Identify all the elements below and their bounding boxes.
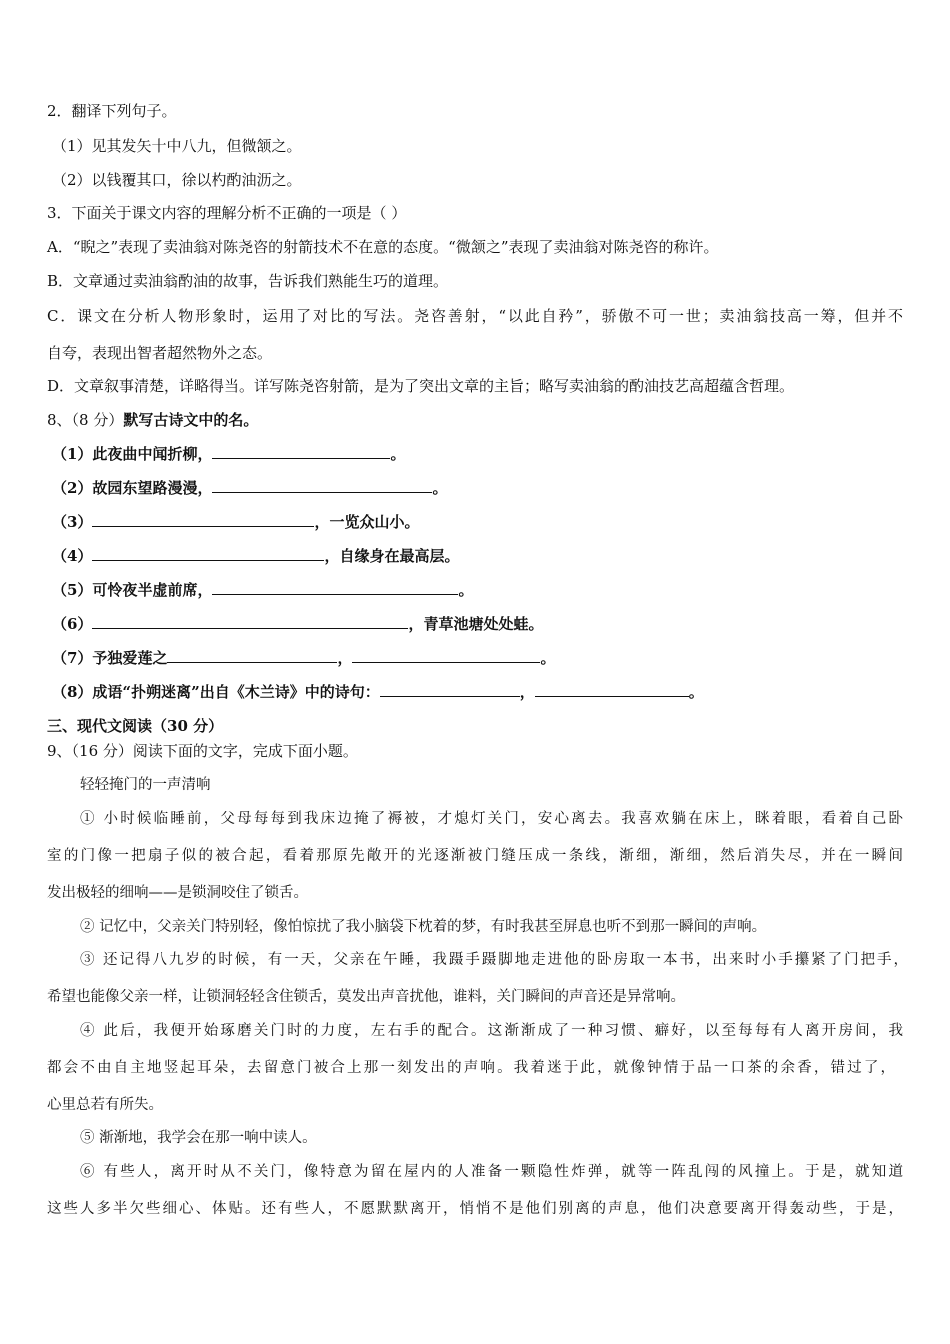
passage-p3-line2: 希望也能像父亲一样，让锁洞轻轻含住锁舌，莫发出声音扰他，谁料，关门瞬间的声音还是异常响。 <box>47 989 685 1005</box>
q8-score: 8、（8 分） <box>47 411 124 429</box>
answer-blank[interactable] <box>380 682 520 697</box>
q8-item-7-end: 。 <box>540 649 556 667</box>
q8-item-5 <box>52 580 473 600</box>
q8-item-7 <box>52 648 555 668</box>
q9-heading: 9、（16 分）阅读下面的文字，完成下面小题。 <box>47 742 358 760</box>
q8-item-2-text: （2）故园东望路漫漫， <box>52 479 213 497</box>
q8-item-7-text: （7）予独爱莲之 <box>52 649 168 667</box>
q8-item-6-text: ，青草池塘处处蛙。 <box>408 615 544 633</box>
q8-heading <box>47 410 258 430</box>
passage-p2: ② 记忆中，父亲关门特别轻，像怕惊扰了我小脑袋下枕着的梦，有时我甚至屏息也听不到那一瞬间的声响。 <box>80 919 767 935</box>
q3-stem: 3．下面关于课文内容的理解分析不正确的一项是（ ） <box>47 204 407 222</box>
q3-option-b: B．文章通过卖油翁酌油的故事，告诉我们熟能生巧的道理。 <box>47 272 449 290</box>
q8-item-2 <box>52 478 447 498</box>
q2-title: 2．翻译下列句子。 <box>47 102 177 120</box>
passage-p4-line1: ④ 此后，我便开始琢磨关门时的力度，左右手的配合。这渐渐成了一种习惯、癖好，以至每每有人离开房间，我 <box>80 1023 903 1039</box>
answer-blank[interactable] <box>352 648 540 663</box>
answer-blank[interactable] <box>167 648 337 663</box>
answer-blank[interactable] <box>535 682 689 697</box>
q8-item-3-text: ，一览众山小。 <box>314 513 420 531</box>
answer-blank[interactable] <box>92 546 324 561</box>
section-heading: 三、现代文阅读（30 分） <box>47 717 224 735</box>
q8-instruction: 默写古诗文中的名。 <box>123 411 259 429</box>
passage-p6-line1: ⑥ 有些人，离开时从不关门，像特意为留在屋内的人准备一颗隐性炸弹，就等一阵乱闯的风撞上。于是，就知道 <box>80 1164 903 1180</box>
q8-item-1 <box>52 444 405 464</box>
q8-item-1-text: （1）此夜曲中闻折柳， <box>52 445 213 463</box>
q8-item-3-num: （3） <box>52 513 93 531</box>
passage-p5: ⑤ 渐渐地，我学会在那一响中读人。 <box>80 1130 317 1146</box>
passage-p3-line1: ③ 还记得八九岁的时候，有一天，父亲在午睡，我蹑手蹑脚地走进他的卧房取一本书，出来时小手攥紧了门把手， <box>80 952 908 968</box>
q3-option-c-line2: 自夸，表现出智者超然物外之态。 <box>47 344 273 362</box>
q8-item-4 <box>52 546 459 566</box>
answer-blank[interactable] <box>212 444 390 459</box>
q8-item-1-end: 。 <box>390 445 406 463</box>
passage-p1-line2: 室的门像一把扇子似的被合起，看着那原先敞开的光逐渐被门缝压成一条线，渐细，渐细，然后消失尽，并在一瞬间 <box>47 848 903 864</box>
q8-item-6 <box>52 614 543 634</box>
passage-p1-line3: 发出极轻的细响——是锁洞咬住了锁舌。 <box>47 885 308 901</box>
q8-item-8-comma: ， <box>519 683 535 701</box>
q2-sentence-1: （1）见其发矢十中八九，但微颔之。 <box>52 137 302 155</box>
q3-option-d: D．文章叙事清楚，详略得当。详写陈尧咨射箭，是为了突出文章的主旨；略写卖油翁的酌油技艺高超蕴含哲理。 <box>47 377 795 395</box>
q8-item-5-end: 。 <box>458 581 474 599</box>
q8-item-6-num: （6） <box>52 615 93 633</box>
q8-item-8 <box>52 682 704 702</box>
q8-item-3 <box>52 512 419 532</box>
answer-blank[interactable] <box>92 512 314 527</box>
answer-blank[interactable] <box>212 580 458 595</box>
passage-p6-line2: 这些人多半欠些细心、体贴。还有些人，不愿默默离开，悄悄不是他们别离的声息，他们决意要离开得轰动些，于是， <box>47 1201 903 1217</box>
passage-p4-line3: 心里总若有所失。 <box>47 1097 163 1113</box>
q8-item-7-comma: ， <box>337 649 353 667</box>
passage-p4-line2: 都会不由自主地竖起耳朵，去留意门被合上那一刻发出的声响。我着迷于此，就像钟情于品一口茶的余香，错过了， <box>47 1060 895 1076</box>
q3-option-c-line1: C．课文在分析人物形象时，运用了对比的写法。尧咨善射，“以此自矜”，骄傲不可一世；卖油翁技高一筹，但并不 <box>47 307 903 325</box>
passage-title: 轻轻掩门的一声清响 <box>80 777 211 793</box>
q8-item-4-text: ，自缘身在最高层。 <box>324 547 460 565</box>
passage-p1-line1: ① 小时候临睡前，父母每每到我床边掩了褥被，才熄灯关门，安心离去。我喜欢躺在床上，眯着眼，看着自己卧 <box>80 811 903 827</box>
q8-item-2-end: 。 <box>432 479 448 497</box>
q8-item-8-end: 。 <box>688 683 704 701</box>
answer-blank[interactable] <box>212 478 432 493</box>
q3-option-a: A．“睨之”表现了卖油翁对陈尧咨的射箭技术不在意的态度。“微颔之”表现了卖油翁对陈尧咨的称许。 <box>47 238 719 256</box>
answer-blank[interactable] <box>92 614 408 629</box>
q8-item-5-text: （5）可怜夜半虚前席， <box>52 581 213 599</box>
q2-sentence-2: （2）以钱覆其口，徐以杓酌油沥之。 <box>52 171 302 189</box>
q8-item-4-num: （4） <box>52 547 93 565</box>
q8-item-8-text: （8）成语“扑朔迷离”出自《木兰诗》中的诗句： <box>52 683 380 701</box>
